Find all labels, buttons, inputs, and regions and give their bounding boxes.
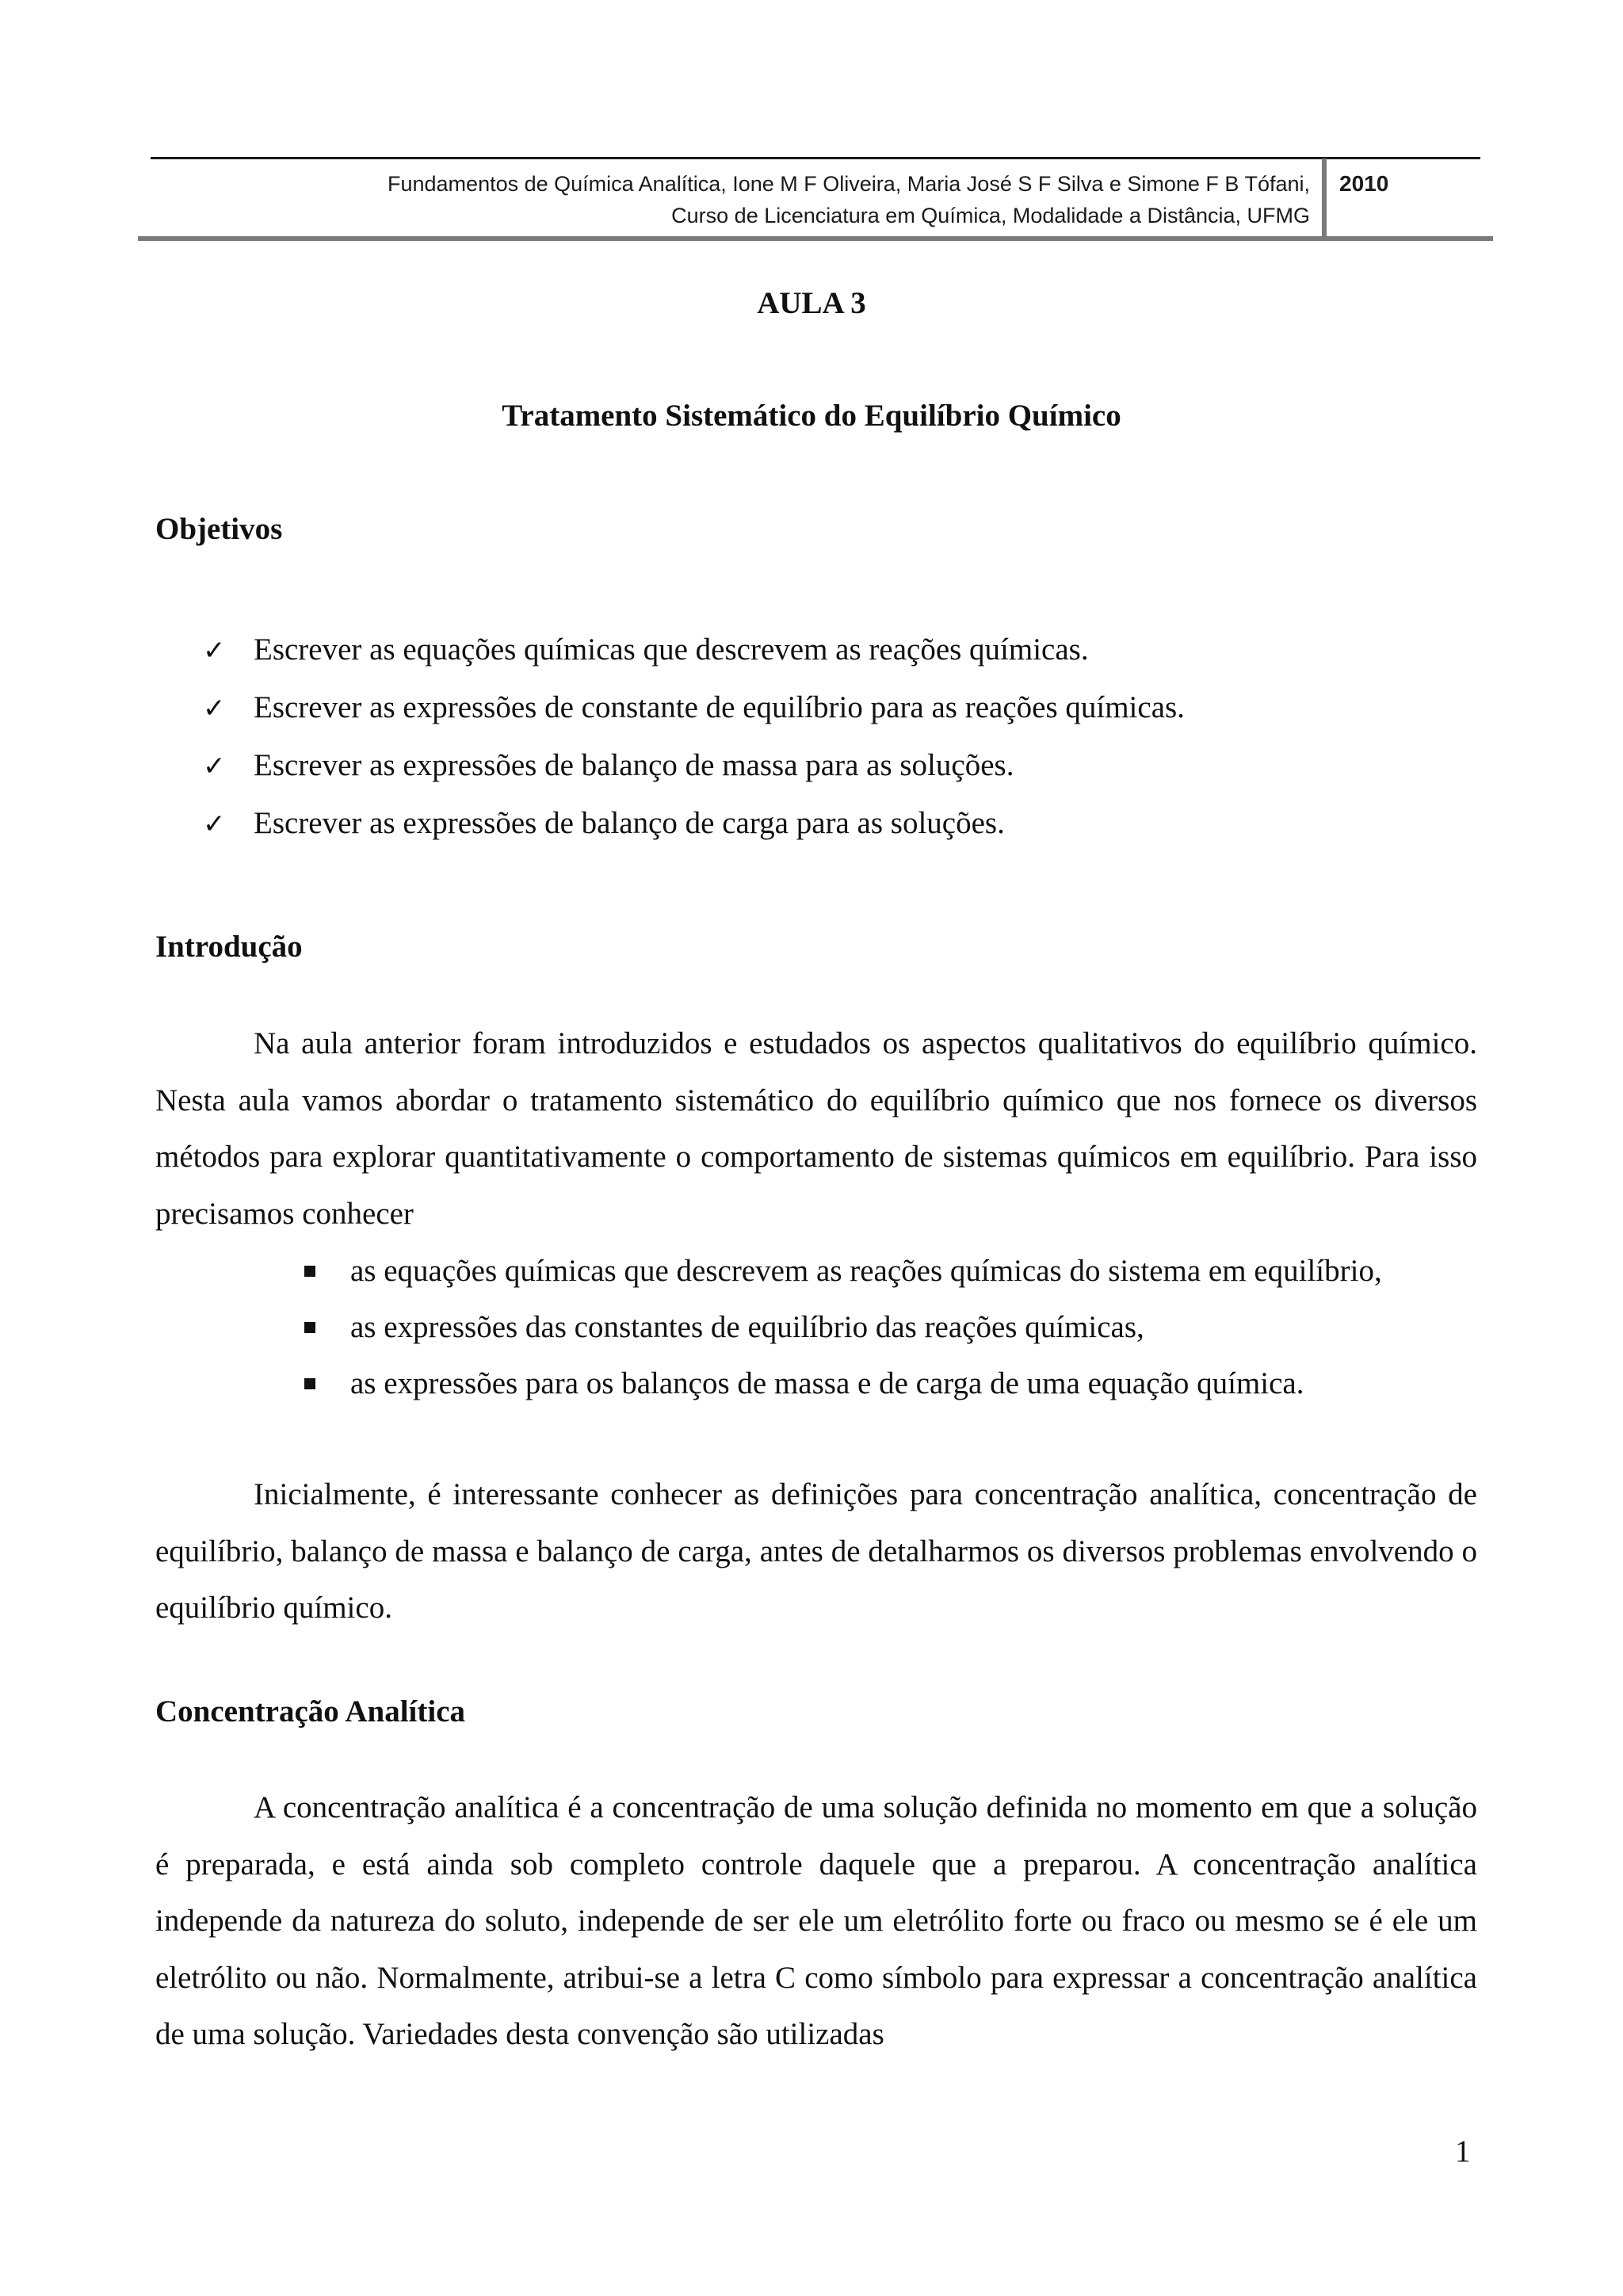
requirement-text: as expressões das constantes de equilíbrio das reações químicas, — [350, 1310, 1144, 1344]
requirement-text: as equações químicas que descrevem as reações químicas do sistema em equilíbrio, — [350, 1254, 1382, 1288]
requirement-text: as expressões para os balanços de massa e de carga de uma equação química. — [350, 1366, 1304, 1400]
header-divider — [1322, 159, 1327, 238]
header-bottom-rule — [138, 236, 1493, 241]
check-icon: ✓ — [203, 808, 226, 840]
lesson-title: AULA 3 — [757, 286, 866, 320]
list-item — [304, 1299, 1382, 1355]
list-item — [304, 1243, 1382, 1299]
header-year: 2010 — [1339, 171, 1389, 196]
header-authors-line: Fundamentos de Química Analítica, Ione M F Oliveira, Maria José S F Silva e Simone F B Tófani, — [388, 172, 1310, 196]
list-item — [203, 737, 1185, 795]
square-bullet-icon — [304, 1322, 315, 1333]
introduction-paragraph-1: Na aula anterior foram introduzidos e estudados os aspectos qualitativos do equilíbrio químico. Nesta aula vamos abordar o tratamento sistemático do equilíbrio químico que nos fornece os diversos métodos para explorar quantitativamente o comportamento de sistemas químicos em equilíbrio. Para isso precisamos conhecer — [155, 1026, 1477, 1231]
introduction-paragraph-2: Inicialmente, é interessante conhecer as definições para concentração analítica, concentração de equilíbrio, balanço de massa e balanço de carga, antes de detalharmos os diversos problemas envolvendo o equilíbrio químico. — [155, 1477, 1477, 1625]
list-item — [203, 679, 1185, 737]
header-course-line: Curso de Licenciatura em Química, Modalidade a Distância, UFMG — [671, 204, 1310, 227]
requirements-list — [304, 1243, 1382, 1412]
check-icon: ✓ — [203, 693, 226, 724]
objectives-list — [203, 621, 1185, 853]
objective-text: Escrever as expressões de balanço de carga para as soluções. — [254, 806, 1005, 840]
square-bullet-icon — [304, 1266, 315, 1277]
analytical-concentration-paragraph: A concentração analítica é a concentração de uma solução definida no momento em que a solução é preparada, e está ainda sob completo controle daquele que a preparou. A concentração analítica independe da natureza do soluto, independe de ser ele um eletrólito forte ou fraco ou mesmo se é ele um eletrólito ou não. Normalmente, atribui-se a letra C como símbolo para expressar a concentração analítica de uma solução. Variedades desta convenção são utilizadas — [155, 1790, 1477, 2051]
list-item — [203, 621, 1185, 679]
square-bullet-icon — [304, 1378, 315, 1389]
header-text — [121, 168, 1310, 231]
list-item — [304, 1355, 1382, 1412]
objective-text: Escrever as expressões de balanço de massa para as soluções. — [254, 748, 1014, 782]
objective-text: Escrever as expressões de constante de equilíbrio para as reações químicas. — [254, 690, 1185, 724]
lesson-subtitle: Tratamento Sistemático do Equilíbrio Químico — [502, 399, 1121, 433]
header-top-rule — [151, 157, 1480, 159]
check-icon: ✓ — [203, 635, 226, 667]
objective-text: Escrever as equações químicas que descrevem as reações químicas. — [254, 632, 1089, 667]
analytical-concentration-heading: Concentração Analítica — [155, 1694, 466, 1729]
check-icon: ✓ — [203, 751, 226, 782]
objectives-heading: Objetivos — [155, 512, 283, 546]
introduction-heading: Introdução — [155, 930, 303, 964]
page-number: 1 — [1455, 2134, 1471, 2168]
list-item — [203, 795, 1185, 853]
